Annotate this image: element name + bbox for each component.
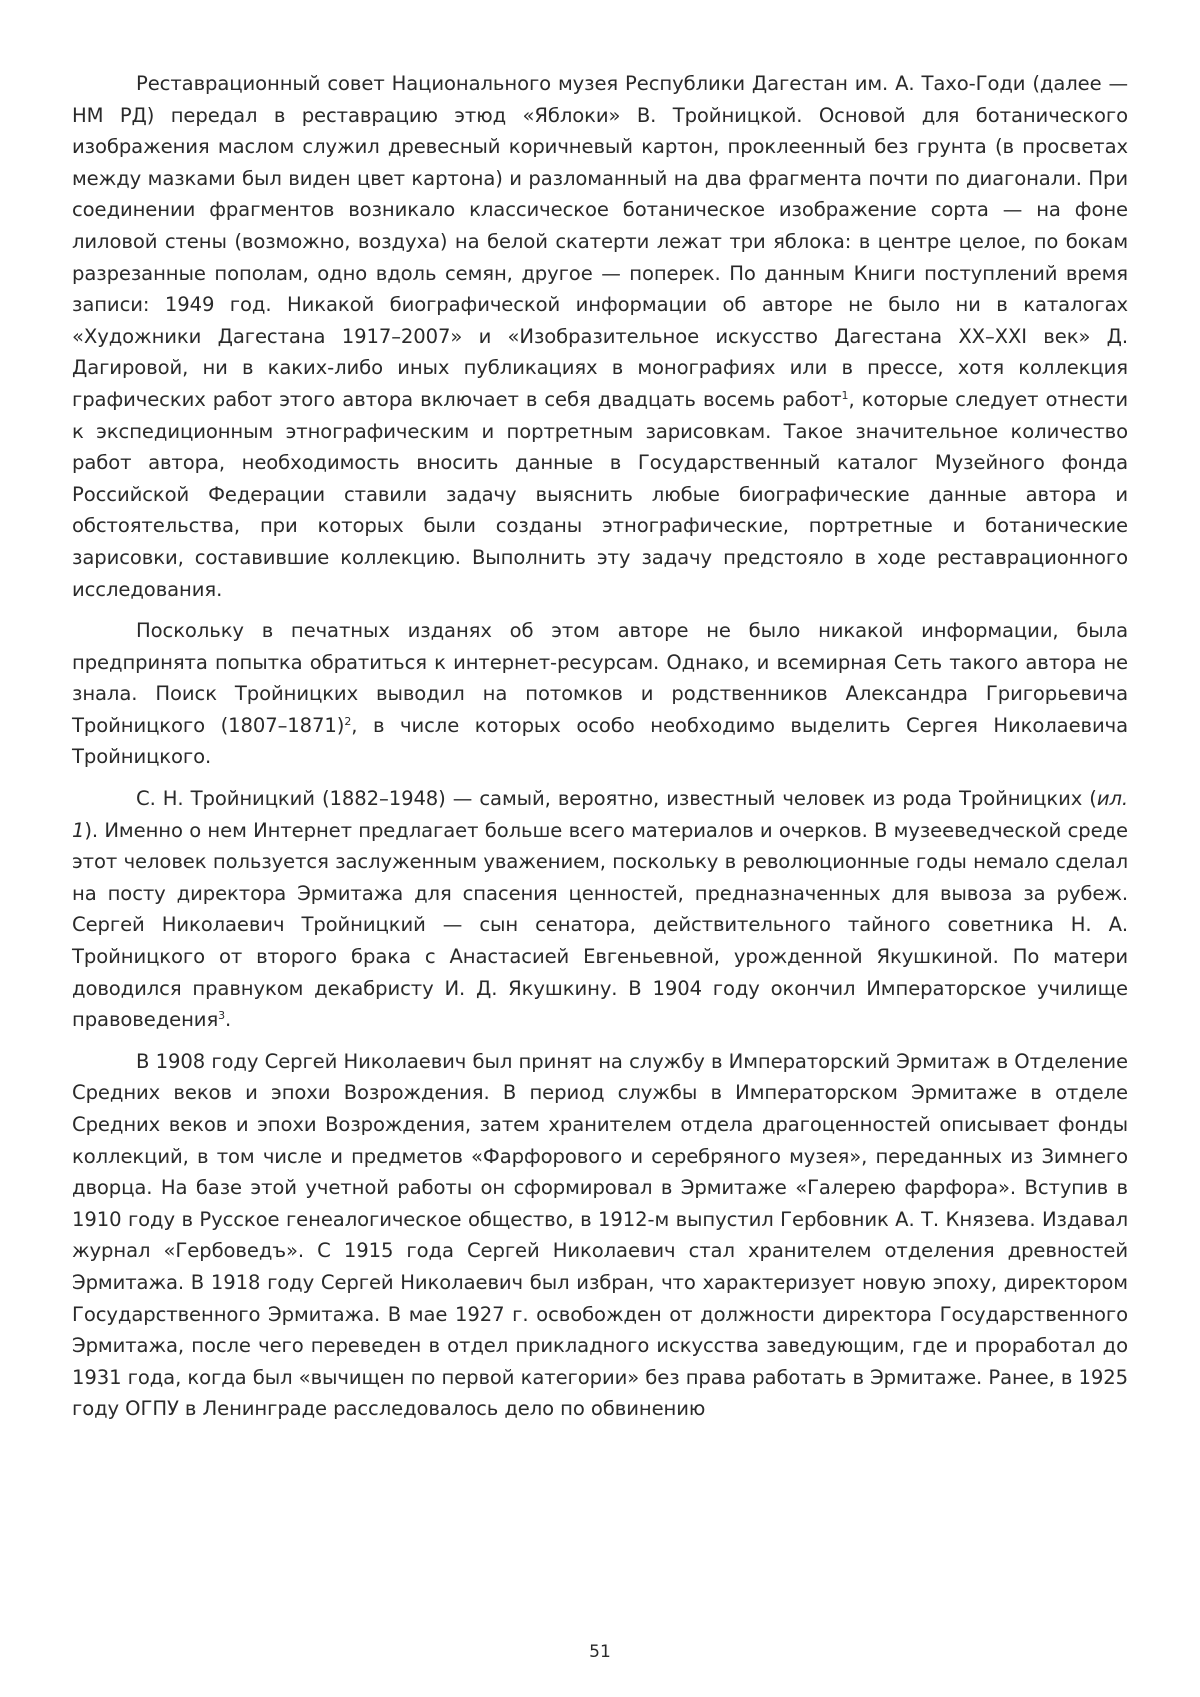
paragraph-2	[72, 615, 1128, 773]
footnote-ref-3[interactable]: 3	[218, 1009, 226, 1023]
page-number: 51	[589, 1642, 611, 1662]
paragraph-1	[72, 68, 1128, 605]
document-body	[72, 68, 1128, 1435]
paragraph-1-tail: , которые следует отнести к экспедиционным этнографическим и портретным зарисовкам. Такое значительное количество работ автора, необходимость вносить данные в Государственный каталог Музейного фонда Российской Федерации ставили задачу выяснить любые биографические данные автора и обстоятельства, при которых были созданы этнографические, портретные и ботанические зарисовки, составившие коллекцию. Выполнить эту задачу предстояло в ходе реставрационного исследования.	[72, 387, 1128, 601]
paragraph-3-mid: ). Именно о нем Интернет предлагает больше всего материалов и очерков. В музееведческой среде этот человек пользуется заслуженным уважением, поскольку в революционные годы немало сделал на посту директора Эрмитажа для спасения ценностей, предназначенных для вывоза за рубеж. Сергей Николаевич Тройницкий — сын сенатора, действительного тайного советника Н. А. Тройницкого от второго брака с Анастасией Евгеньевной, урожденной Якушкиной. По матери доводился правнуком декабристу И. Д. Якушкину. В 1904 году окончил Императорское училище правоведения	[72, 818, 1128, 1032]
paragraph-4-text: В 1908 году Сергей Николаевич был принят на службу в Императорский Эрмитаж в Отделение Средних веков и эпохи Возрождения. В период службы в Императорском Эрмитаже в отделе Средних веков и эпохи Возрождения, затем хранителем отдела драгоценностей описывает фонды коллекций, в том числе и предметов «Фарфорового и серебряного музея», переданных из Зимнего дворца. На базе этой учетной работы он сформировал в Эрмитаже «Галерею фарфора». Вступив в 1910 году в Русское генеалогическое общество, в 1912-м выпустил Гербовник А. Т. Князева. Издавал журнал «Гербоведъ». С 1915 года Сергей Николаевич стал хранителем отделения древностей Эрмитажа. В 1918 году Сергей Николаевич был избран, что характеризует новую эпоху, директором Государственного Эрмитажа. В мае 1927 г. освобожден от должности директора Государственного Эрмитажа, после чего переведен в отдел прикладного искусства заведующим, где и проработал до 1931 года, когда был «вычищен по первой категории» без права работать в Эрмитаже. Ранее, в 1925 году ОГПУ в Ленинграде расследовалось дело по обвинению	[72, 1049, 1128, 1421]
paragraph-3-tail: .	[225, 1008, 232, 1032]
paragraph-3	[72, 783, 1128, 1036]
paragraph-2-tail: , в числе которых особо необходимо выделить Сергея Николаевича Тройницкого.	[72, 713, 1128, 769]
footnote-ref-2[interactable]: 2	[344, 714, 352, 728]
illustration-ref: ил. 1	[72, 787, 1128, 842]
paragraph-1-text: Реставрационный совет Национального музея Республики Дагестан им. А. Тахо-Годи (далее — НМ РД) передал в реставрацию этюд «Яблоки» В. Тройницкой. Основой для ботанического изображения маслом служил древесный коричневый картон, проклеенный без грунта (в просветах между мазками был виден цвет картона) и разломанный на два фрагмента почти по диагонали. При соединении фрагментов возникало классическое ботаническое изображение сорта — на фоне лиловой стены (возможно, воздуха) на белой скатерти лежат три яблока: в центре целое, по бокам разрезанные пополам, одно вдоль семян, другое — поперек. По данным Книги поступлений время записи: 1949 год. Никакой биографической информации об авторе не было ни в каталогах «Художники Дагестана 1917–2007» и «Изобразительное искусство Дагестана XX–XXI век» Д. Дагировой, ни в каких-либо иных публикациях в монографиях или в прессе, хотя коллекция графических работ этого автора включает в себя двадцать восемь работ	[72, 72, 1128, 411]
paragraph-3-text: С. Н. Тройницкий (1882–1948) — самый, вероятно, известный человек из рода Тройницких (	[136, 787, 1097, 811]
paragraph-2-text: Поскольку в печатных изданях об этом авторе не было никакой информации, была предпринята попытка обратиться к интернет-ресурсам. Однако, и всемирная Сеть такого автора не знала. Поиск Тройницких выводил на потомков и родственников Александра Григорьевича Тройницкого (1807–1871)	[72, 619, 1128, 737]
footnote-ref-1[interactable]: 1	[841, 388, 849, 402]
paragraph-4	[72, 1046, 1128, 1425]
